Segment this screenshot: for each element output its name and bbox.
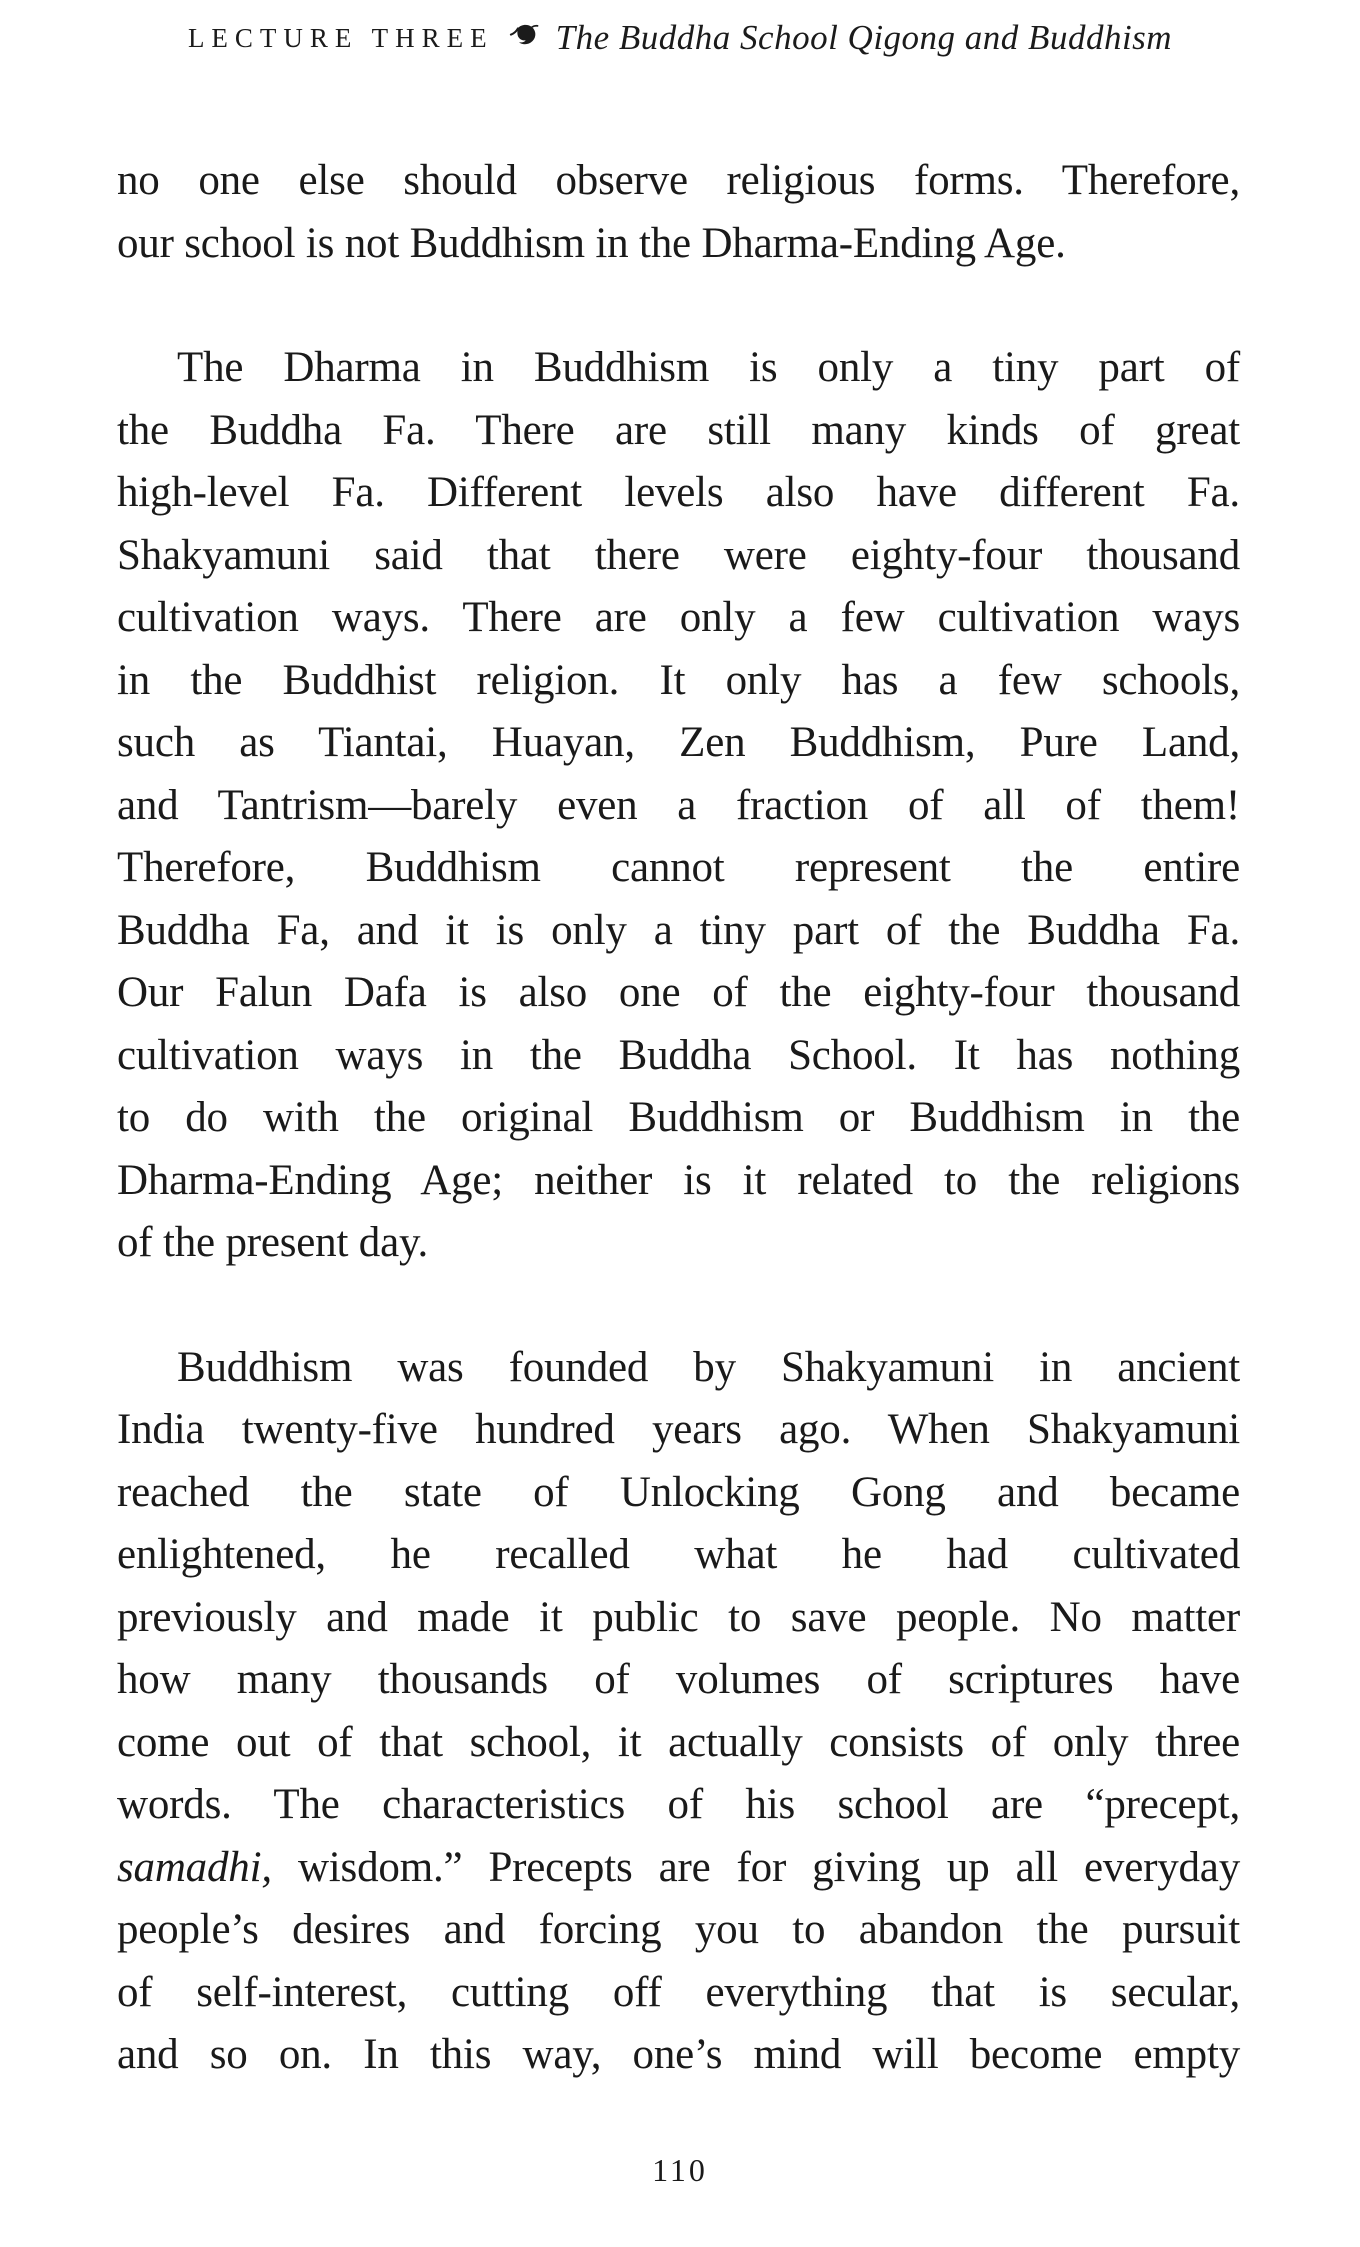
paragraph bbox=[117, 337, 1240, 1275]
body-line: and Tantrism—barely even a fraction of all of them! bbox=[117, 781, 1240, 829]
body-line: come out of that school, it actually consists of only three bbox=[117, 1718, 1240, 1766]
body-line: cultivation ways. There are only a few cultivation ways bbox=[117, 594, 1240, 641]
body-line: India twenty-five hundred years ago. When Shakyamuni bbox=[117, 1406, 1240, 1453]
body-line: people’s desires and forcing you to abandon the pursuit bbox=[117, 1906, 1240, 1953]
body-line: Buddhism was founded by Shakyamuni in ancient bbox=[177, 1343, 1240, 1391]
body-line: reached the state of Unlocking Gong and became bbox=[117, 1468, 1240, 1516]
page-number: 110 bbox=[652, 2152, 708, 2188]
body-line: The Dharma in Buddhism is only a tiny part of bbox=[177, 344, 1240, 391]
chapter-label: LECTURE THREE bbox=[187, 23, 494, 53]
paragraph bbox=[117, 1337, 1240, 2087]
body-line: Dharma-Ending Age; neither is it related to the religions bbox=[117, 1156, 1240, 1204]
body-line: of self-interest, cutting off everything that is secular, bbox=[117, 1968, 1240, 2016]
body-line: of the present day. bbox=[117, 1219, 429, 1266]
body-line: high-level Fa. Different levels also have different Fa. bbox=[117, 469, 1240, 516]
body-line: Therefore, Buddhism cannot represent the entire bbox=[117, 844, 1240, 891]
body-line: Our Falun Dafa is also one of the eighty-four thousand bbox=[117, 969, 1240, 1016]
chapter-title: The Buddha School Qigong and Buddhism bbox=[555, 18, 1173, 57]
body-text bbox=[117, 150, 1240, 2087]
hedera-leaf-icon bbox=[508, 21, 540, 51]
running-header bbox=[0, 18, 1360, 58]
body-line: words. The characteristics of his school are “precept, bbox=[117, 1781, 1240, 1828]
body-line: cultivation ways in the Buddha School. It has nothing bbox=[117, 1031, 1240, 1079]
body-line: enlightened, he recalled what he had cultivated bbox=[117, 1531, 1240, 1578]
body-line: samadhi, wisdom.” Precepts are for giving up all everyday bbox=[117, 1843, 1240, 1891]
body-line: no one else should observe religious forms. Therefore, bbox=[117, 157, 1240, 204]
paragraph bbox=[117, 150, 1240, 275]
body-line: Buddha Fa, and it is only a tiny part of the Buddha Fa. bbox=[117, 906, 1240, 954]
body-line: to do with the original Buddhism or Buddhism in the bbox=[117, 1094, 1240, 1141]
body-line: how many thousands of volumes of scriptures have bbox=[117, 1656, 1240, 1703]
body-line: the Buddha Fa. There are still many kinds of great bbox=[117, 406, 1240, 454]
body-line: in the Buddhist religion. It only has a few schools, bbox=[117, 656, 1240, 704]
body-line: our school is not Buddhism in the Dharma-Ending Age. bbox=[117, 219, 1066, 267]
body-line: such as Tiantai, Huayan, Zen Buddhism, Pure Land, bbox=[117, 719, 1240, 766]
body-line: Shakyamuni said that there were eighty-four thousand bbox=[117, 531, 1240, 579]
body-line: previously and made it public to save people. No matter bbox=[117, 1593, 1240, 1641]
body-line: and so on. In this way, one’s mind will become empty bbox=[117, 2031, 1240, 2078]
